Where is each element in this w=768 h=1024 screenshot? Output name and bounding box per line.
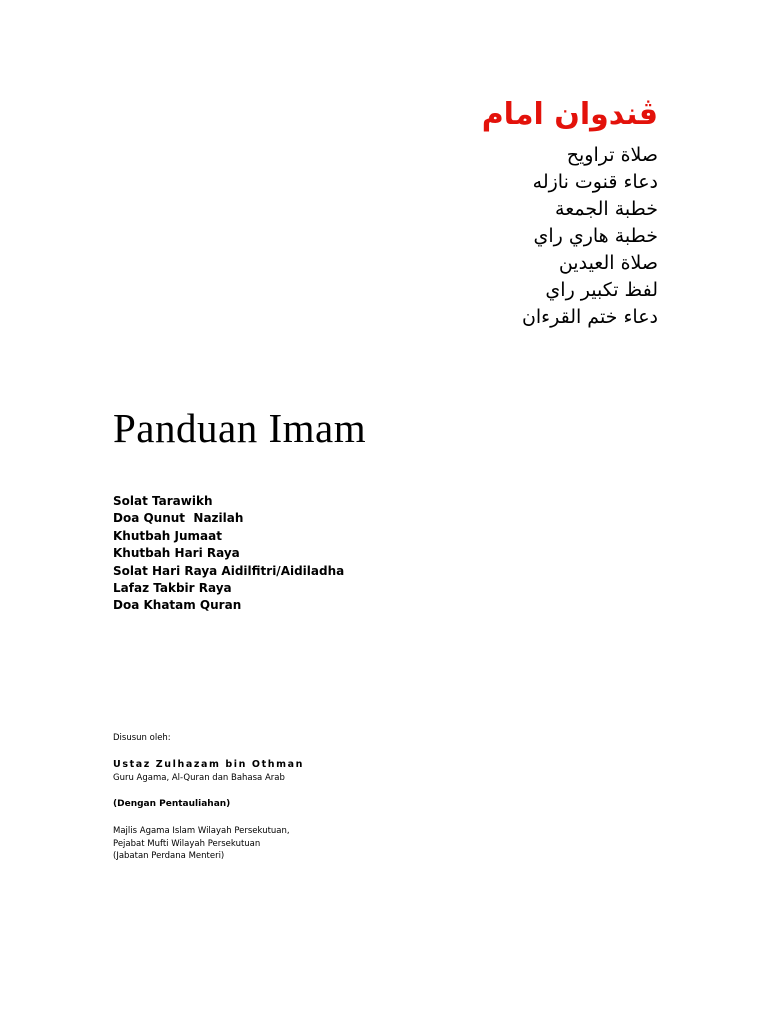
page-title: Panduan Imam xyxy=(113,405,367,451)
topic-item: Khutbah Hari Raya xyxy=(113,546,240,561)
arabic-topic-item: خطبة هاري راي xyxy=(533,225,658,247)
arabic-topic-item: صلاة تراويح xyxy=(566,144,658,166)
arabic-topic-item: خطبة الجمعة xyxy=(555,198,658,220)
topic-item: Doa Qunut Nazilah xyxy=(113,511,244,526)
affiliation-line: Majlis Agama Islam Wilayah Persekutuan, xyxy=(113,826,290,836)
arabic-topic-list xyxy=(298,142,658,331)
author-role: Guru Agama, Al-Quran dan Bahasa Arab xyxy=(113,773,285,783)
topic-item: Solat Hari Raya Aidilfitri/Aidiladha xyxy=(113,563,345,578)
credits-section xyxy=(113,732,513,863)
affiliation-line: (Jabatan Perdana Menteri) xyxy=(113,851,225,861)
topic-item: Lafaz Takbir Raya xyxy=(113,580,232,595)
author-name: Ustaz Zulhazam bin Othman xyxy=(113,759,304,770)
arabic-section xyxy=(298,92,658,331)
topic-item: Doa Khatam Quran xyxy=(113,598,242,613)
affiliation-line: Pejabat Mufti Wilayah Persekutuan xyxy=(113,838,261,849)
arabic-topic-item: صلاة العيدين xyxy=(558,252,658,274)
topic-item: Solat Tarawikh xyxy=(113,494,213,508)
arabic-topic-item: دعاء قنوت نازله xyxy=(532,171,658,193)
topic-list xyxy=(113,493,344,615)
compiled-by-label: Disusun oleh: xyxy=(113,733,171,743)
arabic-topic-item: لفظ تكبير راي xyxy=(545,279,658,301)
accreditation-note: (Dengan Pentauliahan) xyxy=(113,799,231,809)
arabic-title: ڤندوان امام xyxy=(481,97,658,132)
arabic-topic-item: دعاء ختم القرءان xyxy=(521,306,658,328)
topic-item: Khutbah Jumaat xyxy=(113,528,222,543)
